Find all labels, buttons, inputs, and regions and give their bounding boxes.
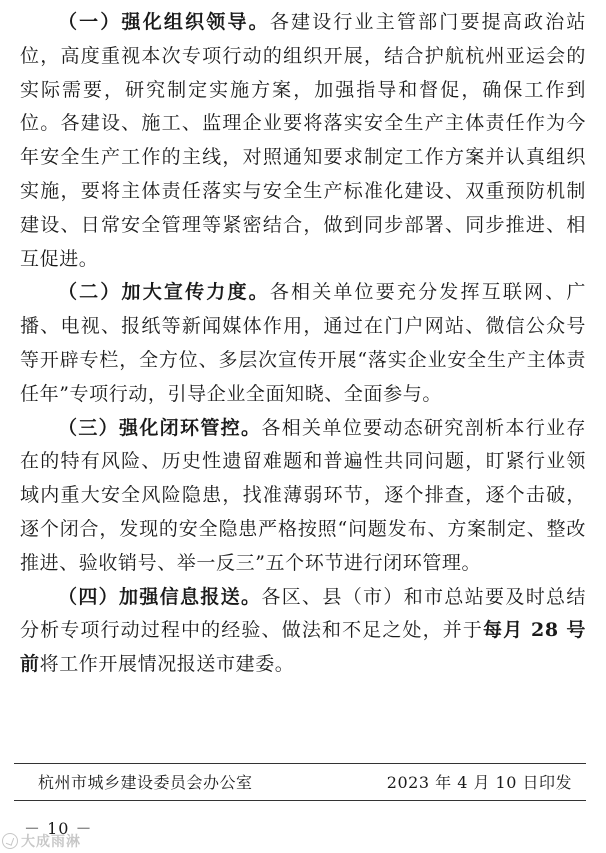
- document-body: [20, 6, 586, 682]
- issue-date: 2023 年 4 月 10 日印发: [386, 773, 572, 792]
- section-4-deadline: 每月 28 号前: [20, 619, 586, 676]
- section-4-paragraph: [20, 581, 586, 682]
- page-number: － 10 －: [24, 819, 93, 838]
- watermark: [2, 831, 81, 851]
- section-1-heading: （一）强化组织领导。: [58, 11, 270, 33]
- footer-bottom-rule: [14, 800, 586, 801]
- section-2-heading: （二）加大宣传力度。: [58, 281, 270, 304]
- watermark-text: 大成雨淋: [21, 834, 81, 850]
- document-footer: [0, 769, 606, 797]
- section-4-text-part-2: 将工作开展情况报送市建委。: [39, 653, 295, 676]
- section-1-paragraph: [20, 6, 586, 276]
- section-3-paragraph: [20, 412, 586, 581]
- section-1-text: 各建设行业主管部门要提高政治站位，高度重视本次专项行动的组织开展，结合护航杭州亚运会的实际需要，研究制定实施方案，加强指导和督促，确保工作到位。各建设、施工、监理企业要将落实安全生产主体责任作为今年安全生产工作的主线，对照通知要求制定工作方案并认真组织实施，要将主体责任落实与安全生产标准化建设、双重预防机制建设、日常安全管理等紧密结合，做到同步部署、同步推进、相互促进。: [20, 11, 586, 270]
- section-4-heading: （四）加强信息报送。: [58, 585, 262, 608]
- footer-top-rule: [14, 763, 586, 764]
- section-3-heading: （三）强化闭环管控。: [58, 416, 262, 439]
- section-3-text: 各相关单位要动态研究剖析本行业存在的特有风险、历史性遗留难题和普遍性共同问题，盯紧行业领域内重大安全风险隐患，找准薄弱环节，逐个排查，逐个击破，逐个闭合，发现的安全隐患严格按照“问题发布、方案制定、整改推进、验收销号、举一反三”五个环节进行闭环管理。: [20, 416, 586, 574]
- section-2-paragraph: [20, 276, 586, 411]
- section-2-text: 各相关单位要充分发挥互联网、广播、电视、报纸等新闻媒体作用，通过在门户网站、微信公众号等开辟专栏，全方位、多层次宣传开展“落实企业安全生产主体责任年”专项行动，引导企业全面知晓、全面参与。: [20, 281, 586, 405]
- section-4-text-part-1: 各区、县（市）和市总站要及时总结分析专项行动过程中的经验、做法和不足之处，并于: [20, 585, 586, 642]
- watermark-logo-icon: [2, 833, 18, 849]
- issuer-name: 杭州市城乡建设委员会办公室: [38, 773, 253, 792]
